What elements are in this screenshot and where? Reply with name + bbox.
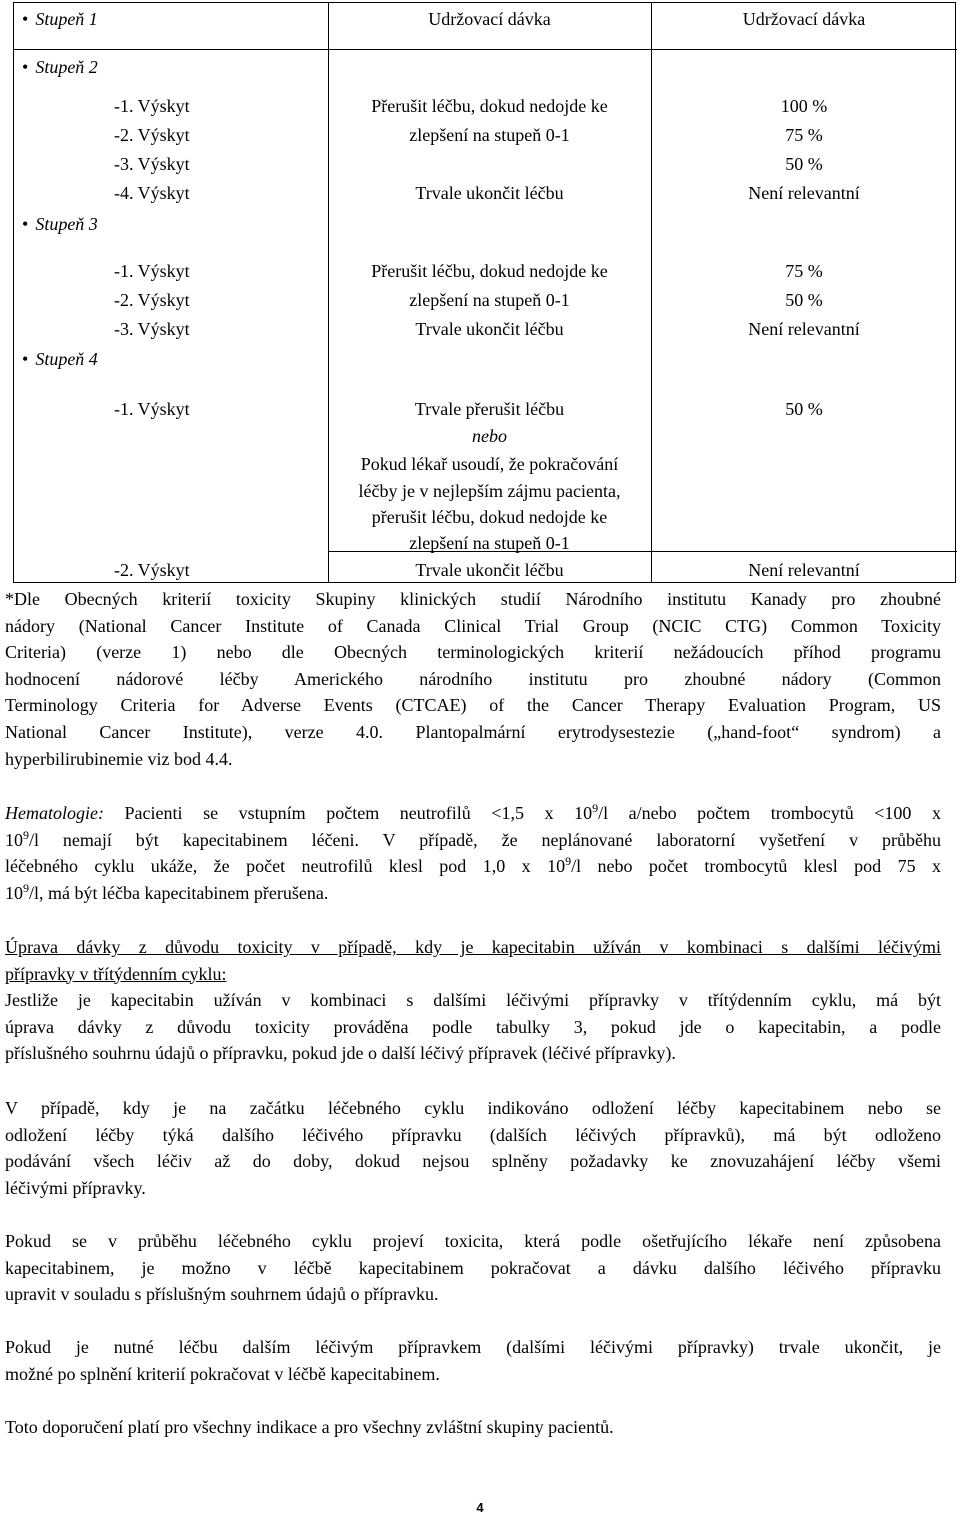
combination-heading: Úprava dávky z důvodu toxicity v případě, kdy je kapecitabin užíván v kombinaci s dalšími léčivými — [5, 937, 941, 957]
hematology-paragraph — [5, 800, 941, 906]
stage-3-label: • Stupeň 3 — [22, 214, 98, 235]
hematology-text: Pacienti se vstupním počtem neutrofilů <1,5 x 10 — [103, 803, 593, 823]
combination-body-line: Jestliže je kapecitabin užíván v kombinaci s dalšími léčivými přípravky v třítýdenním cyklu, má být — [5, 990, 941, 1011]
stop-paragraph — [5, 1334, 941, 1387]
combination-body-line: příslušného souhrnu údajů o přípravku, pokud jde o další léčivý přípravek (léčivé přípravky). — [5, 1043, 676, 1064]
stage-2-action-line-2: zlepšení na stupeň 0-1 — [409, 125, 570, 145]
hematology-text: /l, má být léčba kapecitabinem přerušena. — [29, 882, 329, 903]
stage-3-occurrence-1: -1. Výskyt — [114, 261, 190, 281]
stage-2-occurrence-2: -2. Výskyt — [114, 125, 190, 145]
stage-4-action-line-1: Trvale přerušit léčbu — [414, 399, 565, 419]
stage-3-dose-2: 50 % — [785, 290, 823, 310]
hematology-text: /l nemají být kapecitabinem léčeni. V případě, že neplánované laboratorní vyšetření v průběhu — [29, 829, 941, 850]
toxicity-paragraph — [5, 1228, 941, 1308]
stage-2-occurrence-3: -3. Výskyt — [114, 154, 190, 174]
stage-4-occurrence-2: -2. Výskyt — [114, 560, 190, 580]
combination-heading: přípravky v třítýdenním cyklu: — [5, 963, 227, 984]
stage-3-occurrence-2: -2. Výskyt — [114, 290, 190, 310]
paragraph-line: V případě, kdy je na začátku léčebného cyklu indikováno odložení léčby kapecitabinem nebo se — [5, 1098, 941, 1118]
hematology-text: /l nebo počet trombocytů klesl pod 75 x — [571, 856, 942, 877]
hematology-line — [5, 827, 941, 854]
stage-2-action-stop: Trvale ukončit léčbu — [415, 183, 564, 203]
stage-3-dose-1: 75 % — [785, 261, 823, 281]
hematology-line — [5, 853, 941, 880]
stage-4-dose-1: 50 % — [785, 399, 823, 419]
stage-2-occurrence-4: -4. Výskyt — [114, 183, 190, 203]
stage-4-label: • Stupeň 4 — [22, 349, 98, 370]
hematology-line — [5, 880, 941, 907]
paragraph-line: podávání všech léčiv až do doby, dokud nejsou splněny požadavky ke znovuzahájení léčby všemi — [5, 1151, 941, 1172]
combination-body-line: úprava dávky z důvodu toxicity prováděna podle tabulky 3, pokud jde o kapecitabin, a podle — [5, 1016, 941, 1037]
footnote-line: Terminology Criteria for Adverse Events (CTCAE) of the Cancer Therapy Evaluation Program, US — [5, 695, 941, 716]
stage-2-dose-3: 50 % — [785, 154, 823, 174]
stage-2-label: • Stupeň 2 — [22, 57, 98, 78]
exponent: 9 — [23, 880, 29, 895]
stage-3-action-stop: Trvale ukončit léčbu — [415, 319, 564, 339]
page-number: 4 — [476, 1500, 484, 1515]
paragraph-line: odložení léčby týká dalšího léčivého přípravku (dalších léčivých přípravků), má být odloženo — [5, 1124, 941, 1145]
row-divider — [14, 49, 957, 50]
hematology-text: léčebného cyklu ukáže, že počet neutrofilů klesl pod 1,0 x 10 — [5, 856, 566, 877]
paragraph-line: Pokud je nutné léčbu dalším léčivým přípravkem (dalšími léčivými přípravky) trvale ukončit, je — [5, 1337, 941, 1357]
stage-3-action-line-1: Přerušit léčbu, dokud nedojde ke — [371, 261, 608, 281]
hematology-line — [5, 800, 941, 827]
hematology-text: 10 — [5, 882, 23, 903]
delay-paragraph — [5, 1095, 941, 1201]
exponent: 9 — [23, 827, 29, 842]
stage-1-dose: Udržovací dávka — [742, 9, 866, 29]
footnote-line: *Dle Obecných kriterií toxicity Skupiny klinických studií Národního institutu Kanady pro zhoubné — [5, 589, 941, 609]
stage-4-action-or: nebo — [472, 426, 507, 446]
paragraph-line: léčivými přípravky. — [5, 1177, 146, 1198]
footnote-line: Criteria) (verze 1) nebo dle Obecných terminologických kriterií nežádoucích příhod programu — [5, 642, 941, 663]
exponent: 9 — [592, 801, 599, 815]
stage-4-action-line-4: léčby je v nejlepším zájmu pacienta, — [358, 481, 621, 501]
hematology-text: /l a/nebo počtem trombocytů <100 x — [598, 803, 941, 823]
stage-4-action-stop: Trvale ukončit léčbu — [415, 560, 564, 580]
dose-modification-table — [13, 2, 956, 583]
footnote-line: hyperbilirubinemie viz bod 4.4. — [5, 748, 233, 769]
stage-4-action-line-3: Pokud lékař usoudí, že pokračování — [360, 454, 619, 474]
footnote-line: National Cancer Institute), verze 4.0. Plantopalmární erytrodysestezie („hand-foot“ syndrom) a — [5, 721, 941, 742]
stage-2-action-line-1: Přerušit léčbu, dokud nedojde ke — [371, 96, 608, 116]
stage-3-occurrence-3: -3. Výskyt — [114, 319, 190, 339]
stage-2-occurrence-1: -1. Výskyt — [114, 96, 190, 116]
table-footnote — [5, 586, 941, 772]
footnote-line: nádory (National Cancer Institute of Canada Clinical Trial Group (NCIC CTG) Common Toxicity — [5, 615, 941, 636]
stage-4-dose-2: Není relevantní — [748, 560, 860, 580]
combination-section — [5, 934, 941, 1067]
hematology-label: Hematologie: — [5, 803, 104, 823]
stage-4-action-line-6: zlepšení na stupeň 0-1 — [409, 533, 570, 553]
paragraph-line: upravit v souladu s příslušným souhrnem údajů o přípravku. — [5, 1284, 439, 1305]
paragraph-line: Pokud se v průběhu léčebného cyklu projeví toxicita, která podle ošetřujícího lékaře není způsobena — [5, 1231, 941, 1251]
stage-3-dose-3: Není relevantní — [748, 319, 860, 339]
footnote-line: hodnocení nádorové léčby Amerického národního institutu pro zhoubné nádory (Common — [5, 668, 941, 689]
stage-3-action-line-2: zlepšení na stupeň 0-1 — [409, 290, 570, 310]
hematology-text: 10 — [5, 829, 23, 850]
paragraph-line: možné po splnění kriterií pokračovat v léčbě kapecitabinem. — [5, 1363, 440, 1384]
stage-4-occurrence-1: -1. Výskyt — [114, 399, 190, 419]
stage-1-action: Udržovací dávka — [428, 9, 551, 29]
stage-2-dose-1: 100 % — [780, 96, 828, 116]
stage-2-dose-4: Není relevantní — [748, 183, 860, 203]
paragraph-line: kapecitabinem, je možno v léčbě kapecitabinem pokračovat a dávku dalšího léčivého přípravku — [5, 1257, 941, 1278]
paragraph-line: Toto doporučení platí pro všechny indikace a pro všechny zvláštní skupiny pacientů. — [5, 1417, 614, 1437]
stage-4-action-line-5: přerušit léčbu, dokud nedojde ke — [371, 507, 608, 527]
all-patients-paragraph — [5, 1414, 941, 1441]
stage-1-label: • Stupeň 1 — [22, 9, 98, 30]
stage-2-dose-2: 75 % — [785, 125, 823, 145]
exponent: 9 — [565, 854, 572, 869]
